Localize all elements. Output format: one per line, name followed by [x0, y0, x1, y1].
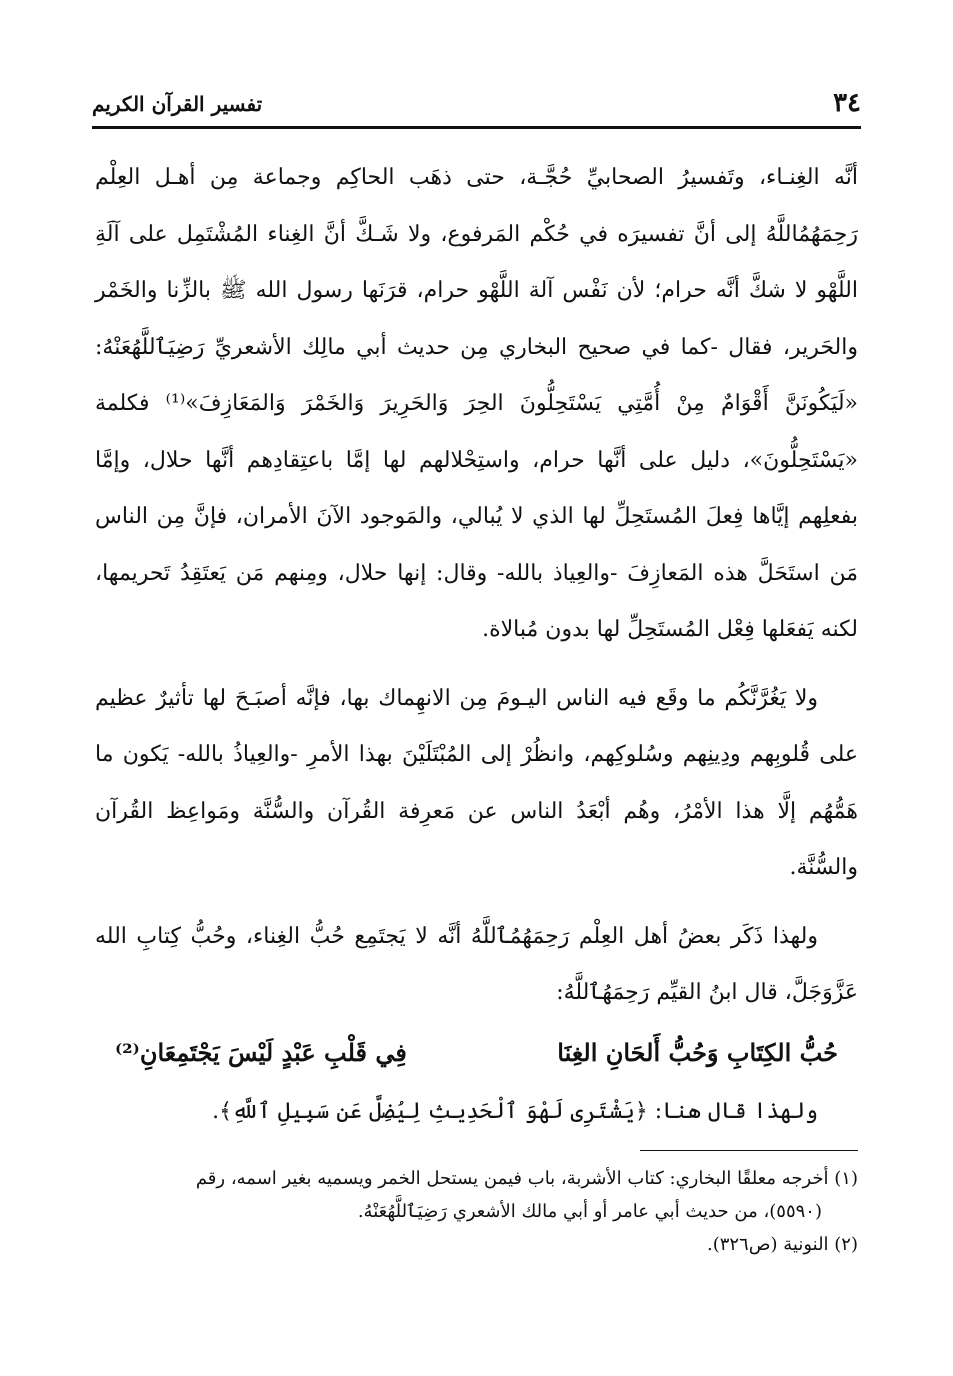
page-header [92, 86, 861, 129]
paragraph-4: ولهذا قال هنا: ﴿يَشْتَرِى لَهْوَ ٱلْحَدِيثِ لِيُضِلَّ عَن سَبِيلِ ٱللَّهِ﴾. [212, 1098, 818, 1124]
poem-second-hemistich: فِي قَلْبِ عَبْدٍ لَيْسَ يَجْتَمِعَانِ⁽²⁾ [115, 1037, 407, 1067]
footnotes [95, 1162, 858, 1261]
poem-verse [95, 1022, 858, 1084]
footnote-2: (٢) النونية (ص٣٢٦). [706, 1234, 858, 1255]
paragraph-2: ولا يَغُرَّنَّكُم ما وقَع فيه الناس اليـومَ مِن الانهِماك بها، فإنَّه أصبَـحَ لها تأثيرٌ عظيم على قُلوبِهم ودِينِهم وسُلوكِهم، وانظُرْ إلى المُبْتَلَيْنَ بهذا الأمرِ -والعِياذُ بالله- يَكون ما هَمُّهُم إلَّا هذا الأمْرُ، وهُم أبْعَدُ الناس عن مَعرِفة القُرآن والسُّنَّة ومَواعِظ القُرآن والسُّنَّة. [95, 685, 858, 880]
paragraph-3: ولهذا ذَكَر بعضُ أهل العِلْم رَحِمَهُمُٱللَّهُ أنَّه لا يَجتَمِع حُبُّ الغِناء، وحُبُّ كِتابِ الله عَزَّوَجَلَّ، قال ابنُ القيِّم رَحِمَهُٱللَّهُ: [95, 923, 858, 1005]
page-number: ٣٤ [833, 88, 861, 118]
paragraph-1: أنَّه الغِنـاء، وتَفسيرُ الصحابيِّ حُجَّـة، حتى ذهَب الحاكِم وجماعة مِن أهـل العِلْم رَحِمَهُمُاللَّهُ إلى أنَّ تفسيرَه في حُكْم المَرفوع، ولا شَـكَّ أنَّ الغِناء المُشْتَمِل على آلَةِ اللَّهْو لا شكَّ أنَّه حرام؛ لأن نَفْس آلة اللَّهْو حرام، قرَنَها رسول الله ﷺ بالزِّنا والخَمْر والحَرير، فقال -كما في صحيح البخاري مِن حديث أبي مالِك الأشعريِّ رَضِيَٱللَّهُعَنْهُ: «لَيَكُونَنَّ أَقْوَامٌ مِنْ أُمَّتِي يَسْتَحِلُّونَ الحِرَ وَالحَرِيرَ وَالخَمْرَ وَالمَعَازِفَ»⁽¹⁾ فكلمة «يَسْتَحِلُّونَ»، دليل على أنَّها حرام، واستِحْلالهم لها إمَّا باعتِقادِهم أنَّها حلال، وإمَّا بفعلِهم إيَّاها فِعلَ المُستَحِلِّ لها الذي لا يُبالي، والمَوجود الآنَ الأمران، فإنَّ مِن الناس مَن استَحَلَّ هذه المَعازِفَ -والعِياذ بالله- وقال: إنها حلال، ومِنهم مَن يَعتَقِدُ تَحريمها، لكنه يَفعَلها فِعْل المُستَحِلِّ لها بدون مُبالاة. [95, 165, 859, 642]
footnote-divider [640, 1150, 858, 1151]
running-title: تفسير القرآن الكريم [92, 92, 263, 116]
footnote-1: (١) أخرجه معلقًا البخاري: كتاب الأشربة، باب فيمن يستحل الخمر ويسميه بغير اسمه، رقم [195, 1168, 858, 1189]
poem-first-hemistich: حُبُّ الكِتَابِ وَحُبُّ أَلحَانِ الغِنَا [557, 1037, 838, 1067]
footnote-1-continuation: (٥٥٩٠)، من حديث أبي عامر أو أبي مالك الأشعري رَضِيَٱللَّهُعَنْهُ. [357, 1201, 822, 1222]
main-text [95, 150, 858, 1140]
